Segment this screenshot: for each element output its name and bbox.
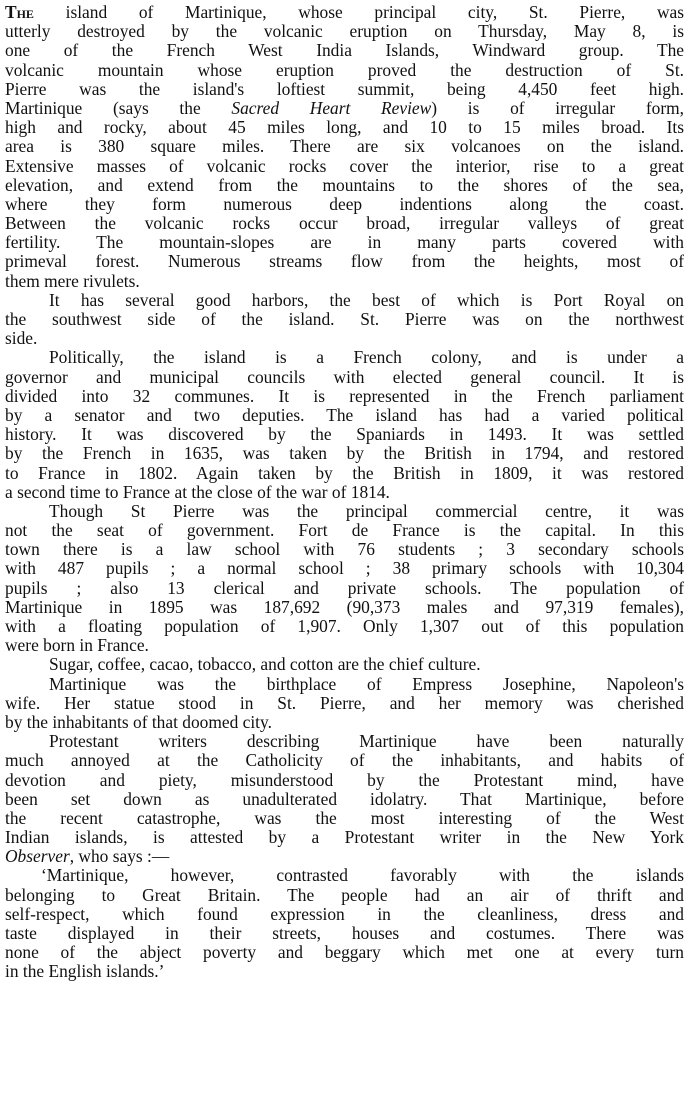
text-line: one of the French West India Islands, Windward group. The bbox=[5, 41, 684, 61]
text-line: The island of Martinique, whose principal city, St. Pierre, was bbox=[5, 3, 684, 22]
text-line: wife. Her statue stood in St. Pierre, and her memory was cherished bbox=[5, 693, 684, 713]
text-line: were born in France. bbox=[5, 636, 149, 656]
text-line: Pierre was the island's loftiest summit, being 4,450 feet high. bbox=[5, 79, 684, 99]
paragraph-1 bbox=[5, 3, 684, 291]
text-line: It has several good harbors, the best of which is Port Royal on bbox=[49, 290, 684, 310]
paragraph-4 bbox=[5, 502, 684, 656]
text-line: not the seat of government. Fort de France is the capital. In this bbox=[5, 521, 684, 541]
paragraph-5 bbox=[5, 655, 684, 674]
text-line: by the French in 1635, was taken by the British in 1794, and restored bbox=[5, 444, 684, 464]
text-line: to France in 1802. Again taken by the British in 1809, it was restored bbox=[5, 463, 684, 483]
paragraph-7 bbox=[5, 732, 684, 866]
text-line: none of the abject poverty and beggary which met one at every turn bbox=[5, 943, 684, 963]
text-line: Between the volcanic rocks occur broad, irregular valleys of great bbox=[5, 214, 684, 234]
text-line: elevation, and extend from the mountains to the shores of the sea, bbox=[5, 175, 684, 195]
text-line: the southwest side of the island. St. Pierre was on the northwest bbox=[5, 310, 684, 329]
publication-title: Sacred Heart Review bbox=[231, 98, 432, 118]
text-line: by the inhabitants of that doomed city. bbox=[5, 712, 272, 732]
text-line: ‘Martinique, however, contrasted favorably with the islands bbox=[41, 866, 684, 886]
text-line: by a senator and two deputies. The island has had a varied political bbox=[5, 405, 684, 425]
text-line: Politically, the island is a French colony, and is under a bbox=[49, 348, 684, 368]
text-line: governor and municipal councils with elected general council. It is bbox=[5, 367, 684, 387]
text-line: town there is a law school with 76 students ; 3 secondary schools bbox=[5, 540, 684, 560]
text-line: where they form numerous deep indentions along the coast. bbox=[5, 194, 684, 214]
text-line: Protestant writers describing Martinique have been naturally bbox=[49, 732, 684, 752]
text-line: Martinique (says the Sacred Heart Review) is of irregular form, bbox=[5, 98, 684, 118]
text-line: primeval forest. Numerous streams flow from the heights, most of bbox=[5, 252, 684, 272]
text-line: volcanic mountain whose eruption proved the destruction of St. bbox=[5, 60, 684, 80]
text-line: with a floating population of 1,907. Only 1,307 out of this population bbox=[5, 617, 684, 636]
drop-lead-word: The bbox=[5, 3, 34, 22]
text-line: devotion and piety, misunderstood by the Protestant mind, have bbox=[5, 770, 684, 790]
text-line: Indian islands, is attested by a Protestant writer in the New York bbox=[5, 828, 684, 848]
text-line: with 487 pupils ; a normal school ; 38 primary schools with 10,304 bbox=[5, 559, 684, 579]
quotation-paragraph bbox=[5, 866, 684, 981]
text-line: Martinique was the birthplace of Empress Josephine, Napoleon's bbox=[49, 674, 684, 694]
text-line: Extensive masses of volcanic rocks cover the interior, rise to a great bbox=[5, 156, 684, 176]
text-line: high and rocky, about 45 miles long, and 10 to 15 miles broad. Its bbox=[5, 118, 684, 138]
text-line: divided into 32 communes. It is represented in the French parliament bbox=[5, 386, 684, 406]
text-line: in the English islands.’ bbox=[5, 962, 165, 982]
text-line: utterly destroyed by the volcanic eruption on Thursday, May 8, is bbox=[5, 22, 684, 42]
text-line: taste displayed in their streets, houses and costumes. There was bbox=[5, 924, 684, 943]
text-line: pupils ; also 13 clerical and private schools. The population of bbox=[5, 578, 684, 598]
text-line: fertility. The mountain-slopes are in many parts covered with bbox=[5, 233, 684, 253]
paragraph-2 bbox=[5, 291, 684, 349]
text-line: Martinique in 1895 was 187,692 (90,373 males and 97,319 females), bbox=[5, 597, 684, 617]
text-line: Though St Pierre was the principal commercial centre, it was bbox=[49, 501, 684, 521]
text-line: area is 380 square miles. There are six volcanoes on the island. bbox=[5, 137, 684, 157]
text-line: history. It was discovered by the Spaniards in 1493. It was settled bbox=[5, 425, 684, 445]
text-line: been set down as unadulterated idolatry. That Martinique, before bbox=[5, 789, 684, 809]
paragraph-3 bbox=[5, 348, 684, 502]
text-line: side. bbox=[5, 329, 38, 349]
text-line: much annoyed at the Catholicity of the inhabitants, and habits of bbox=[5, 751, 684, 771]
text-line: Observer, who says :— bbox=[5, 847, 170, 867]
text-line: the recent catastrophe, was the most interesting of the West bbox=[5, 808, 684, 828]
paragraph-6 bbox=[5, 675, 684, 733]
publication-title: Observer bbox=[5, 847, 70, 867]
text-line: them mere rivulets. bbox=[5, 271, 140, 291]
text-line: belonging to Great Britain. The people had an air of thrift and bbox=[5, 885, 684, 905]
text-line: a second time to France at the close of the war of 1814. bbox=[5, 482, 390, 502]
text-line: Sugar, coffee, cacao, tobacco, and cotton are the chief culture. bbox=[49, 655, 481, 675]
text-line: self-respect, which found expression in the cleanliness, dress and bbox=[5, 904, 684, 924]
